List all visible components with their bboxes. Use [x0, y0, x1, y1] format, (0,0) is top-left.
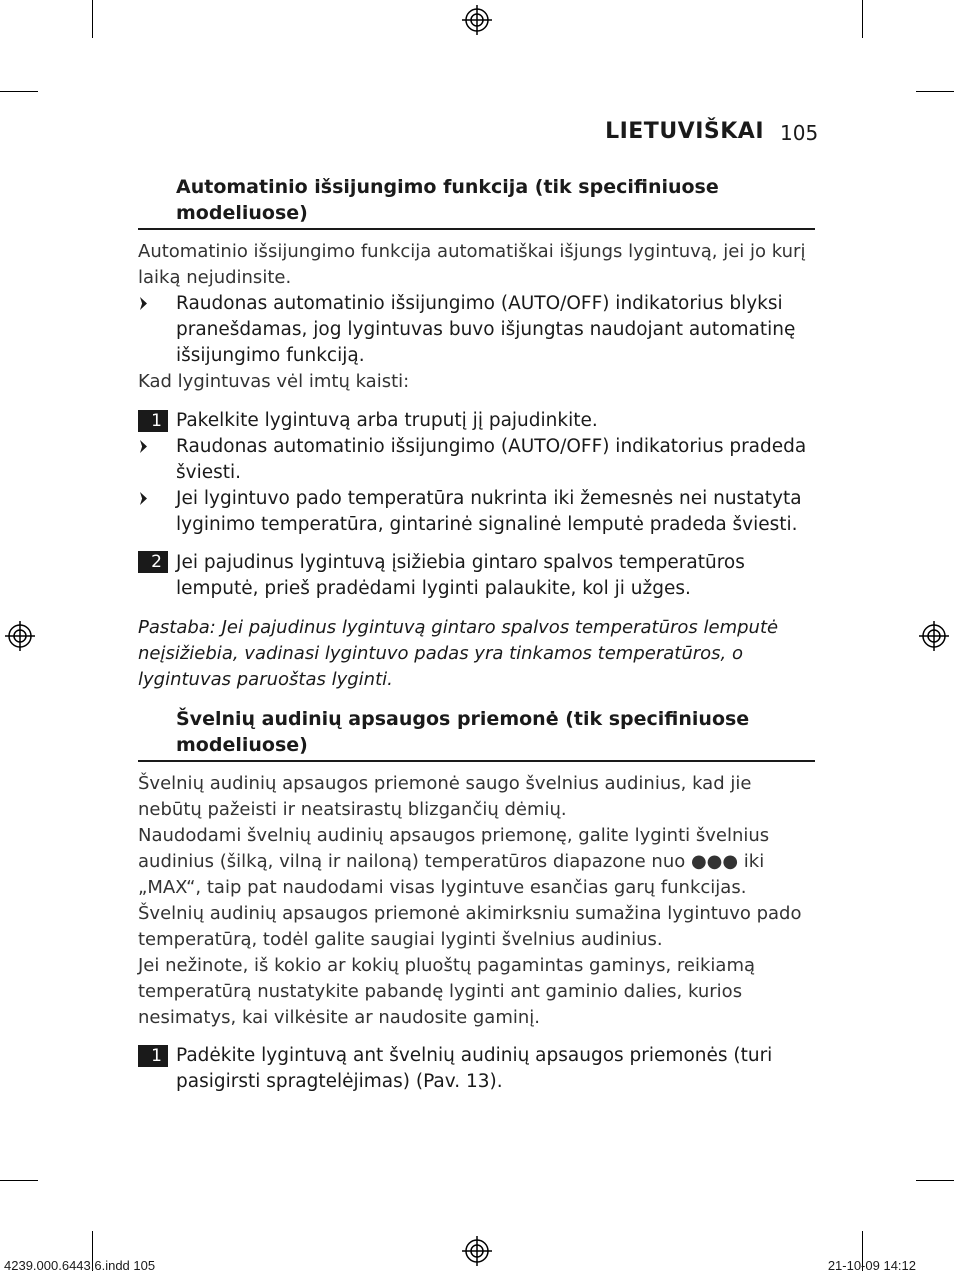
section-intro-text: Automatinio išsijungimo funkcija automatiškai išjungs lygintuvą, jei jo kurį laiką nejudinsite. [138, 241, 806, 288]
page-number: 105 [780, 121, 819, 145]
step-number-badge: 2 [138, 551, 168, 573]
instruction-text: Kad lygintuvas vėl imtų kaisti: [138, 371, 410, 392]
note-text: Pastaba: Jei pajudinus lygintuvą gintaro spalvos temperatūros lemputė neįsižiebia, vadinasi lygintuvo padas yra tinkamos temperatūros, o lygintuvas paruoštas lyginti. [138, 617, 779, 690]
footer-date-time: 21-10-09 14:12 [827, 1258, 916, 1273]
registration-mark-icon [919, 621, 949, 651]
crop-mark-top-right-h [916, 91, 954, 92]
paragraph-text: Jei nežinote, iš kokio ar kokių pluoštų pagamintas gaminys, reikiamą temperatūrą nustatykite pabandę lyginti ant gaminio dalies, kurios nesimatys, kai vilkėsite ar naudosite gaminį. [138, 955, 756, 1028]
bullet-text: Raudonas automatinio išsijungimo (AUTO/OFF) indikatorius blyksi pranešdamas, jog lygintuvas buvo išjungtas naudojant automatinę išsijungimo funkciją. [176, 293, 796, 366]
paragraph-text: Švelnių audinių apsaugos priemonė akimirksniu sumažina lygintuvo pado temperatūrą, todėl galite saugiai lyginti švelnius audinius. [138, 903, 802, 950]
registration-mark-icon [462, 5, 492, 35]
bullet-text: Raudonas automatinio išsijungimo (AUTO/OFF) indikatorius pradeda šviesti. [176, 436, 807, 483]
footer-file-info: 4239.000.6443.6.indd 105 [4, 1258, 156, 1273]
crop-mark-top-left-v [92, 0, 93, 38]
bullet-text: Jei lygintuvo pado temperatūra nukrinta iki žemesnės nei nustatyta lyginimo temperatūra, gintarinė signalinė lemputė pradeda šviesti. [176, 488, 802, 535]
bullet-arrow-icon [140, 297, 147, 310]
crop-mark-bottom-right-h [916, 1180, 954, 1181]
paragraph-text: Naudodami švelnių audinių apsaugos priemonę, galite lyginti švelnius audinius (šilką, vilną ir nailoną) temperatūros diapazone nuo ●●● iki „MAX“, taip pat naudodami visas lygintuve esančias garų funkcijas. [138, 825, 770, 898]
bullet-arrow-icon [140, 440, 147, 453]
crop-mark-top-right-v [862, 0, 863, 38]
crop-mark-top-left-h [0, 91, 38, 92]
crop-mark-bottom-left-h [0, 1180, 38, 1181]
step-text: Padėkite lygintuvą ant švelnių audinių apsaugos priemonės (turi pasigirsti spragtelėjimas) (Pav. 13). [176, 1045, 773, 1092]
section-title-delicate-fabric: Švelnių audinių apsaugos priemonė (tik specifiniuose modeliuose) [176, 708, 750, 756]
bullet-arrow-icon [140, 492, 147, 505]
registration-mark-icon [5, 621, 35, 651]
section-divider [138, 228, 815, 230]
section-title-auto-off: Automatinio išsijungimo funkcija (tik specifiniuose modeliuose) [176, 176, 719, 224]
step-number-badge: 1 [138, 1045, 168, 1067]
step-text: Pakelkite lygintuvą arba truputį jį pajudinkite. [176, 410, 598, 431]
step-number-badge: 1 [138, 410, 168, 432]
paragraph-text: Švelnių audinių apsaugos priemonė saugo švelnius audinius, kad jie nebūtų pažeisti ir neatsirastų blizgančių dėmių. [138, 773, 752, 820]
registration-mark-icon [462, 1236, 492, 1266]
step-text: Jei pajudinus lygintuvą įsižiebia gintaro spalvos temperatūros lemputė, prieš pradėdami lyginti palaukite, kol ji užges. [176, 552, 745, 599]
page-language-heading: LIETUVIŠKAI [605, 119, 764, 144]
section-divider [138, 760, 815, 762]
